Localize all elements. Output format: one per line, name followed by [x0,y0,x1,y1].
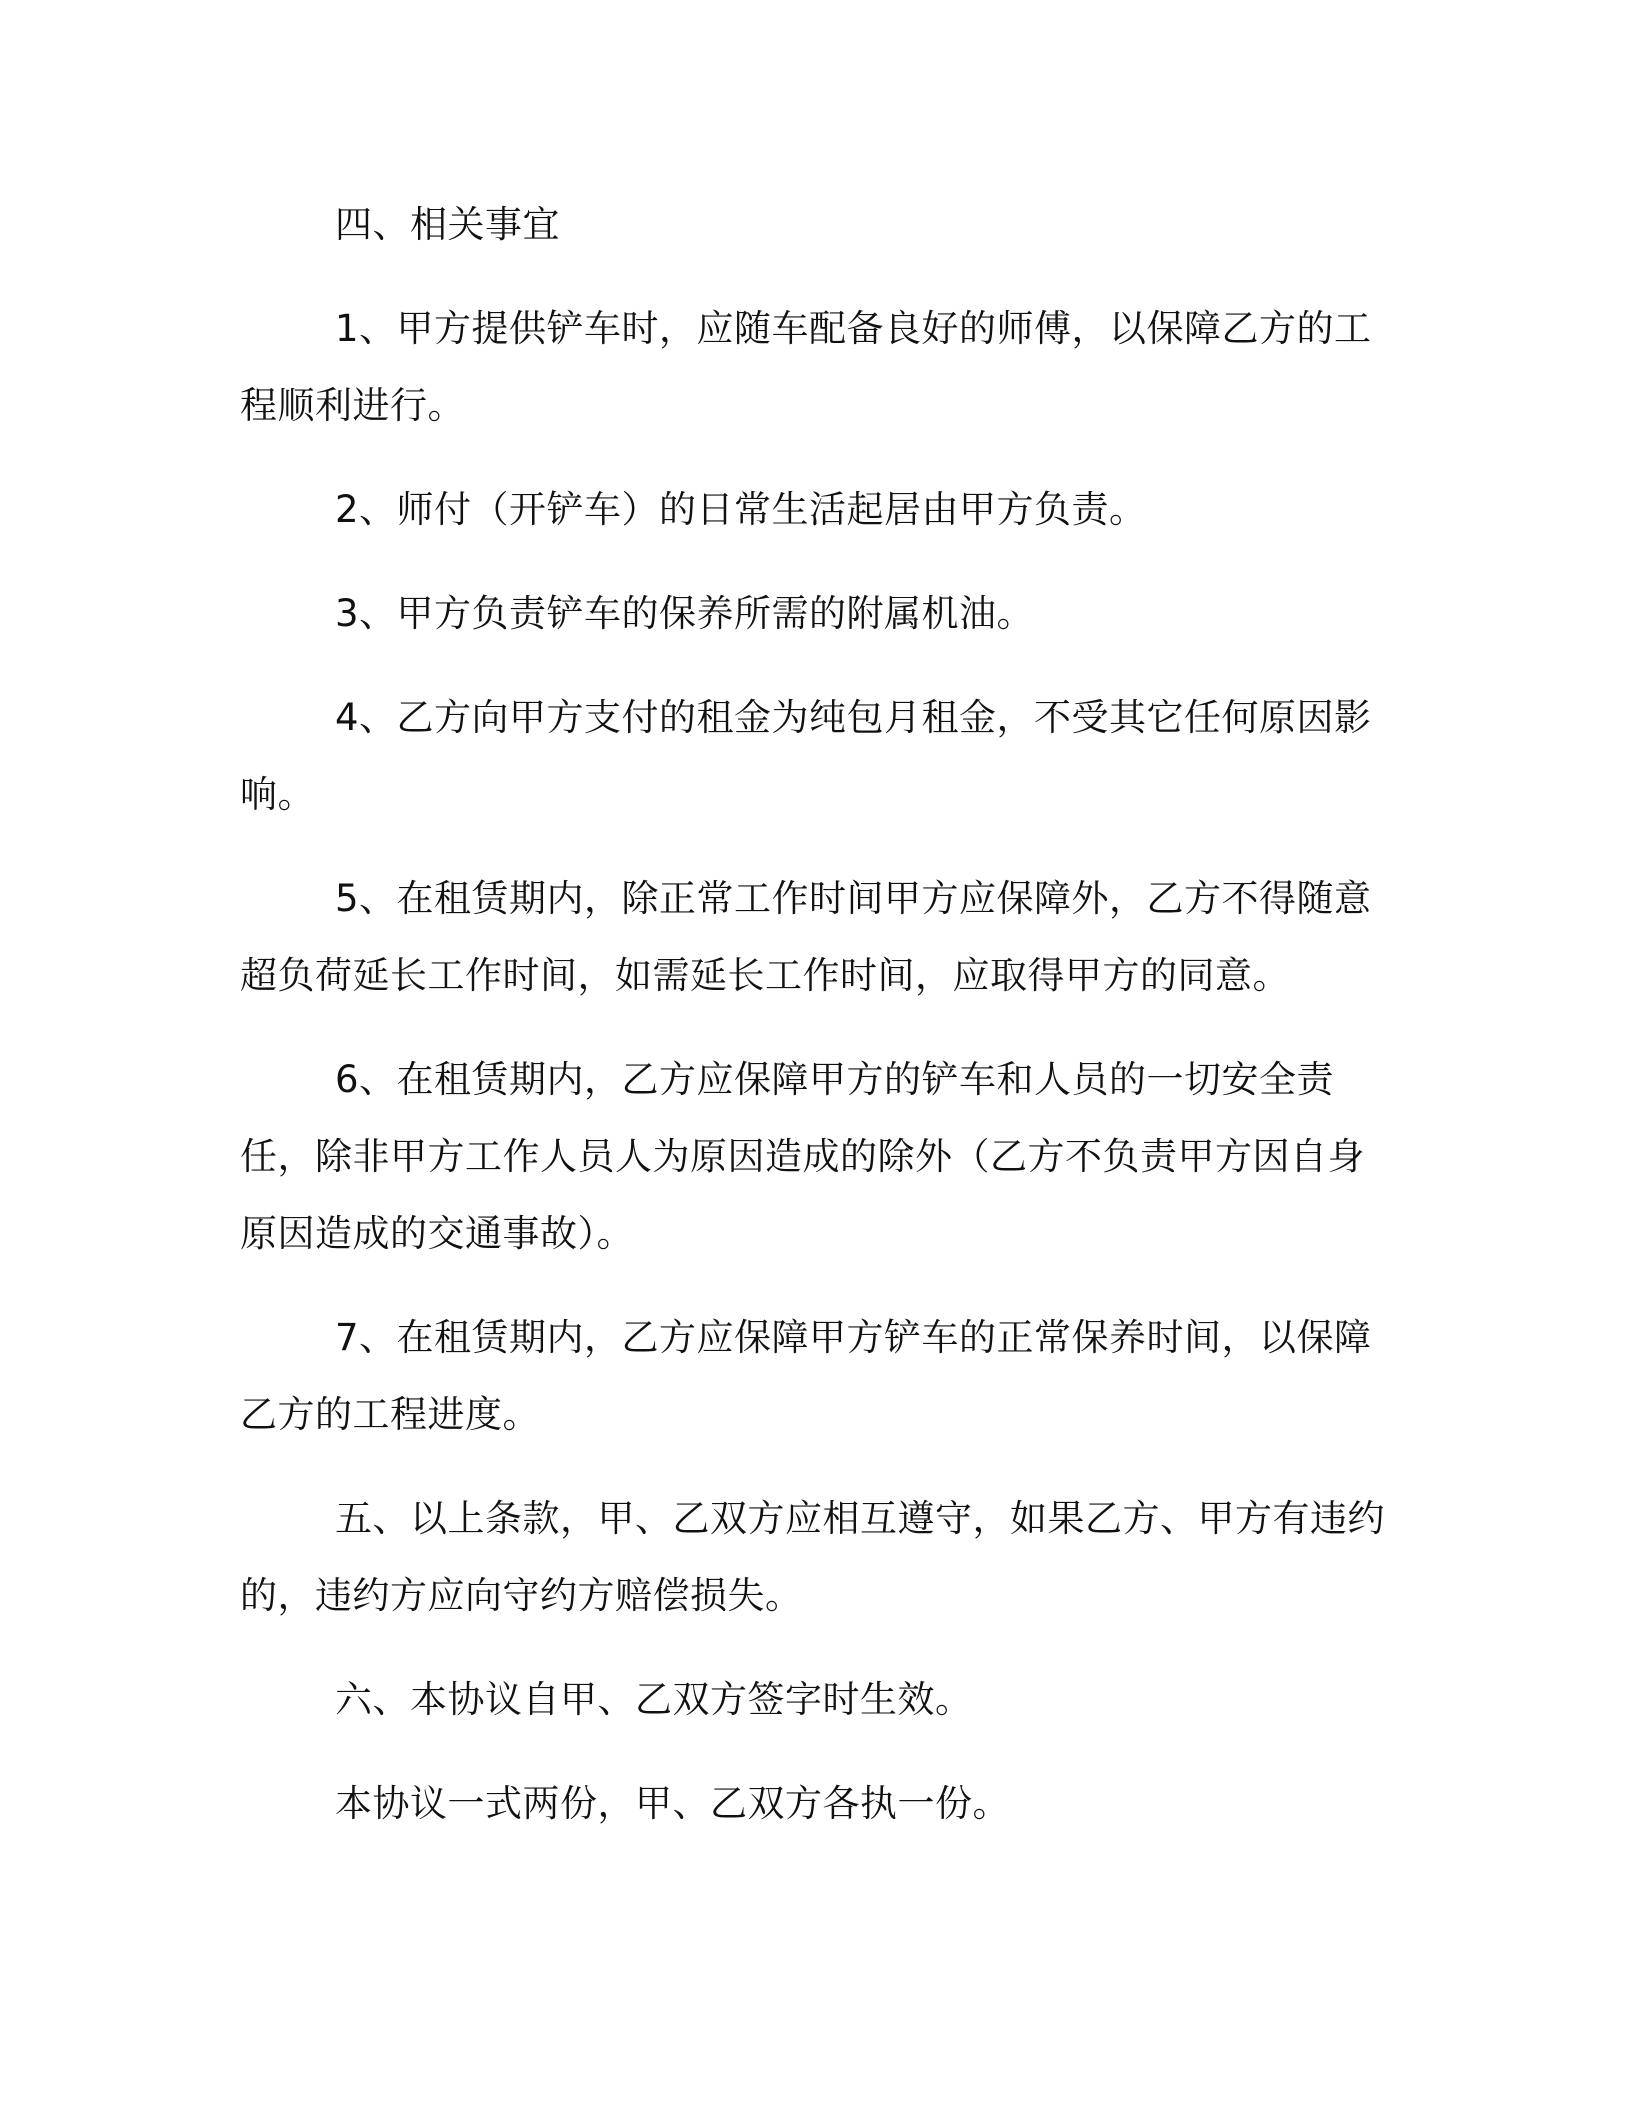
clause-4: 4、乙方向甲方支付的租金为纯包月租金，不受其它任何原因影响。 [240,696,1372,816]
section-five-breach: 五、以上条款，甲、乙双方应相互遵守，如果乙方、甲方有违约的，违约方应向守约方赔偿损失。 [240,1497,1385,1617]
clause-7: 7、在租赁期内，乙方应保障甲方铲车的正常保养时间，以保障乙方的工程进度。 [240,1316,1372,1436]
clause-6: 6、在租赁期内，乙方应保障甲方的铲车和人员的一切安全责任，除非甲方工作人员人为原因造成的除外（乙方不负责甲方因自身原因造成的交通事故）。 [240,1058,1365,1255]
section-heading-related-matters: 四、相关事宜 [335,203,560,246]
clause-3: 3、甲方负责铲车的保养所需的附属机油。 [335,592,1035,635]
clause-2: 2、师付（开铲车）的日常生活起居由甲方负责。 [335,488,1147,531]
copies-statement: 本协议一式两份，甲、乙双方各执一份。 [335,1782,1010,1825]
clause-1: 1、甲方提供铲车时，应随车配备良好的师傅，以保障乙方的工程顺利进行。 [240,307,1372,427]
clause-5: 5、在租赁期内，除正常工作时间甲方应保障外，乙方不得随意超负荷延长工作时间，如需延长工作时间，应取得甲方的同意。 [240,877,1372,997]
document-body [240,186,1392,1842]
section-six-effective: 六、本协议自甲、乙双方签字时生效。 [335,1678,973,1721]
